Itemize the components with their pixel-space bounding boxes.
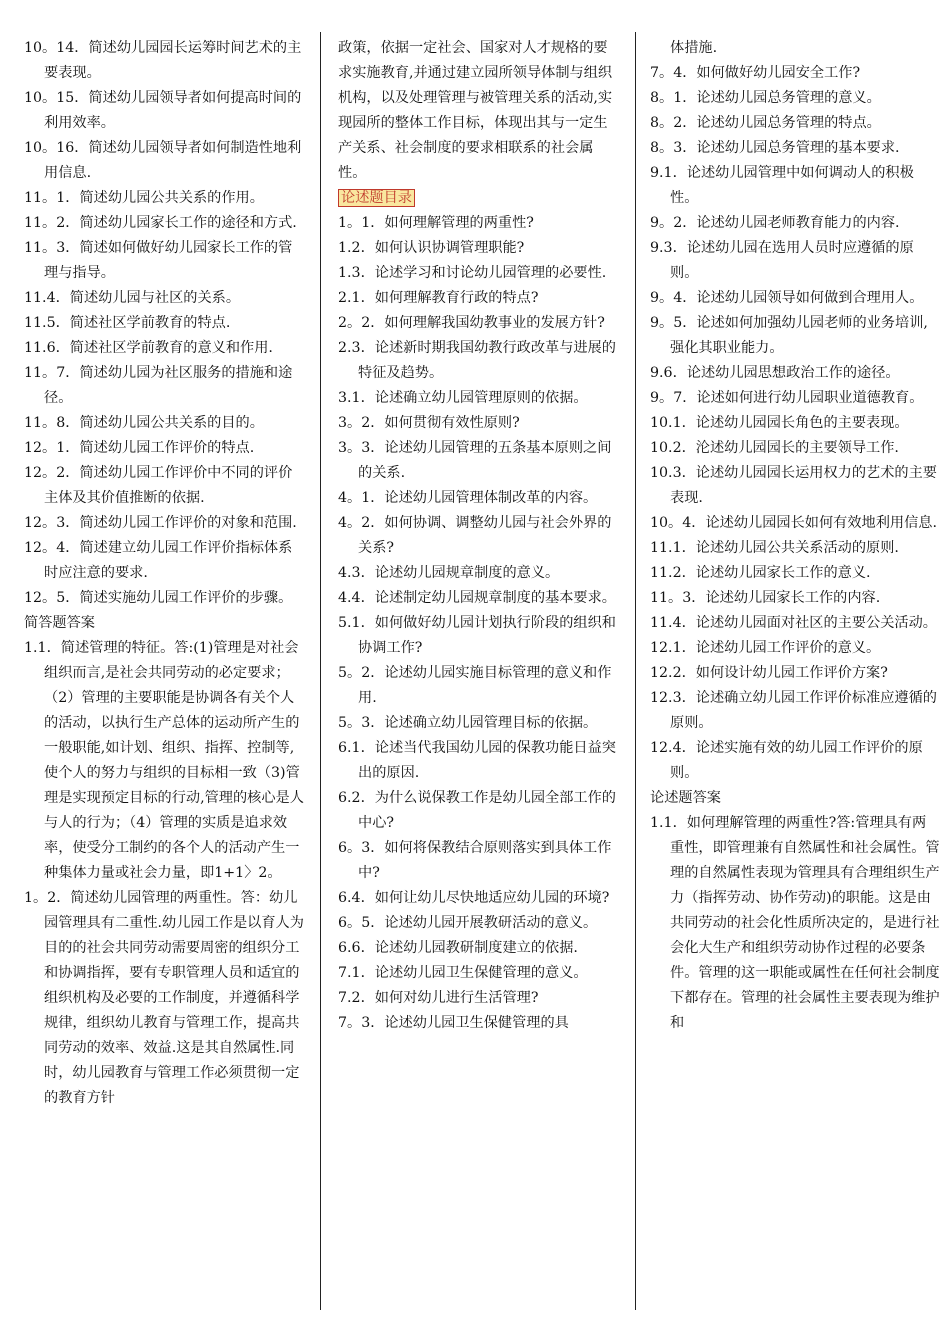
list-item: 4。1．论述幼儿园管理体制改革的内容。 bbox=[338, 490, 598, 506]
list-item: 8。2．论述幼儿园总务管理的特点。 bbox=[650, 115, 881, 131]
list-item: 2.3．论述新时期我国幼教行政改革与进展的特征及趋势。 bbox=[338, 340, 616, 381]
list-item: 11。7．简述幼儿园为社区服务的措施和途径。 bbox=[24, 365, 293, 406]
column-divider bbox=[320, 32, 321, 1310]
list-item: 10。4．论述幼儿园园长如何有效地利用信息. bbox=[650, 515, 937, 531]
column-divider bbox=[635, 32, 636, 1310]
list-item: 11.5．简述社区学前教育的特点. bbox=[24, 315, 231, 331]
section-heading: 简答题答案 bbox=[24, 615, 95, 631]
list-item: 10。15．简述幼儿园领导者如何提高时间的利用效率。 bbox=[24, 90, 302, 131]
list-item: 11。2．简述幼儿园家长工作的途径和方式. bbox=[24, 215, 297, 231]
list-item: 4.3．论述幼儿园规章制度的意义。 bbox=[338, 565, 560, 581]
answer-paragraph: 1。2．简述幼儿园管理的两重性。答：幼儿园管理具有二重性.幼儿园工作是以育人为目的的社会共同劳动需要周密的组织分工和协调指挥，要有专职管理人员和适宜的组织机构及必要的工作制度，并遵循科学规律，组织幼儿教育与管理工作，提高共同劳动的效率、效益.这是其自然属性.同时，幼儿园教育与管理工作必须贯彻一定的教育方针 bbox=[24, 890, 304, 1106]
continued-line: 体措施. bbox=[670, 40, 718, 56]
list-item: 9。4．论述幼儿园领导如何做到合理用人。 bbox=[650, 290, 924, 306]
list-item: 11。8．简述幼儿园公共关系的目的。 bbox=[24, 415, 264, 431]
section-heading-highlighted bbox=[338, 186, 620, 211]
list-item: 12。5．简述实施幼儿园工作评价的步骤。 bbox=[24, 590, 293, 606]
list-item: 9。2．论述幼儿园老师教育能力的内容. bbox=[650, 215, 900, 231]
list-item: 1.2．如何认识协调管理职能? bbox=[338, 240, 525, 256]
list-item: 9.3．论述幼儿园在选用人员时应遵循的原则。 bbox=[650, 240, 914, 281]
list-item: 3.1．论述确立幼儿园管理原则的依据。 bbox=[338, 390, 588, 406]
list-item: 9。5．论述如何加强幼儿园老师的业务培训,强化其职业能力。 bbox=[650, 315, 928, 356]
list-item: 7。3．论述幼儿园卫生保健管理的具 bbox=[338, 1015, 569, 1031]
list-item: 11.2．论述幼儿园家长工作的意义. bbox=[650, 565, 871, 581]
list-item: 7.1．论述幼儿园卫生保健管理的意义。 bbox=[338, 965, 588, 981]
answer-paragraph: 1.1．如何理解管理的两重性?答:管理具有两重性，即管理兼有自然属性和社会属性。管理的自然属性表现为管理具有合理组织生产力（指挥劳动、协作劳动)的职能。这是由共同劳动的社会化性质所决定的，是进行社会化大生产和组织劳动协作过程的必要条件。管理的这一职能或属性在任何社会制度下都存在。管理的社会属性主要表现为维护和 bbox=[650, 815, 940, 1031]
list-item: 6.1．论述当代我国幼儿园的保教功能日益突出的原因. bbox=[338, 740, 616, 781]
list-item: 8。1．论述幼儿园总务管理的意义。 bbox=[650, 90, 881, 106]
list-item: 10.2．沦述幼儿园园长的主要领导工作. bbox=[650, 440, 899, 456]
list-item: 6。3．如何将保教结合原则落实到具体工作中? bbox=[338, 840, 612, 881]
list-item: 12。3．简述幼儿园工作评价的对象和范围. bbox=[24, 515, 297, 531]
list-item: 1。1．如何理解管理的两重性? bbox=[338, 215, 534, 231]
continued-paragraph: 政策，依据一定社会、国家对人才规格的要求实施教育,并通过建立园所领导体制与组织机构，以及处理管理与被管理关系的活动,实现园所的整体工作目标，体现出其与一定生产关系、社会制度的要求相联系的社会属性。 bbox=[338, 40, 613, 181]
list-item: 7.2．如何对幼儿进行生活管理? bbox=[338, 990, 539, 1006]
list-item: 4。2．如何协调、调整幼儿园与社会外界的关系? bbox=[338, 515, 612, 556]
list-item: 10.3．论述幼儿园园长运用权力的艺术的主要表现. bbox=[650, 465, 937, 506]
list-item: 10。16．简述幼儿园领导者如何制造性地利用信息. bbox=[24, 140, 302, 181]
list-item: 2.1．如何理解教育行政的特点? bbox=[338, 290, 539, 306]
list-item: 10.1．论述幼儿园园长角色的主要表现。 bbox=[650, 415, 909, 431]
answer-paragraph: 1.1．简述管理的特征。答:(1)管理是对社会组织而言,是社会共同劳动的必定要求；（2）管理的主要职能是协调各有关个人的活动，以执行生产总体的运动所产生的一般职能,如计划、组织、指挥、控制等,使个人的努力与组织的目标相一致（3)管理是实现预定目标的行动,管理的核心是人与人的行为；（4）管理的实质是追求效率，使受分工制约的各个人的活动产生一种集体力量或社会力量，即1+1〉2。 bbox=[24, 640, 304, 881]
list-item: 11。3．论述幼儿园家长工作的内容. bbox=[650, 590, 881, 606]
list-item: 5。3．论述确立幼儿园管理目标的依据。 bbox=[338, 715, 598, 731]
list-item: 9.1．论述幼儿园管理中如何调动人的积极性。 bbox=[650, 165, 914, 206]
list-item: 6.4．如何让幼儿尽快地适应幼儿园的环境? bbox=[338, 890, 610, 906]
column-left bbox=[24, 36, 306, 1111]
highlighted-heading-text: 论述题目录 bbox=[338, 189, 415, 207]
list-item: 6.6．论述幼儿园教研制度建立的依据. bbox=[338, 940, 578, 956]
column-right bbox=[650, 36, 940, 1036]
list-item: 6.2．为什么说保教工作是幼儿园全部工作的中心? bbox=[338, 790, 616, 831]
list-item: 12.1．论述幼儿园工作评价的意义。 bbox=[650, 640, 881, 656]
column-middle bbox=[338, 36, 620, 1036]
list-item: 10。14．简述幼儿园园长运筹时间艺术的主要表现。 bbox=[24, 40, 302, 81]
list-item: 12.2．如何设计幼儿园工作评价方案? bbox=[650, 665, 888, 681]
list-item: 11。1．简述幼儿园公共关系的作用。 bbox=[24, 190, 264, 206]
list-item: 11.6．简述社区学前教育的意义和作用. bbox=[24, 340, 273, 356]
list-item: 3。2．如何贯彻有效性原则? bbox=[338, 415, 520, 431]
section-heading: 论述题答案 bbox=[650, 790, 721, 806]
list-item: 11.4．论述幼儿园面对社区的主要公关活动。 bbox=[650, 615, 937, 631]
list-item: 12。2．简述幼儿园工作评价中不同的评价主体及其价值推断的依据. bbox=[24, 465, 293, 506]
list-item: 5.1．如何做好幼儿园计划执行阶段的组织和协调工作? bbox=[338, 615, 616, 656]
list-item: 12。1．简述幼儿园工作评价的特点. bbox=[24, 440, 255, 456]
list-item: 9。7．论述如何进行幼儿园职业道德教育。 bbox=[650, 390, 924, 406]
list-item: 3。3．论述幼儿园管理的五条基本原则之间的关系. bbox=[338, 440, 612, 481]
list-item: 1.3．论述学习和讨论幼儿园管理的必要性. bbox=[338, 265, 607, 281]
list-item: 9.6．论述幼儿园思想政治工作的途径。 bbox=[650, 365, 900, 381]
list-item: 6。5．论述幼儿园开展教研活动的意义。 bbox=[338, 915, 598, 931]
list-item: 12.4．论述实施有效的幼儿园工作评价的原则。 bbox=[650, 740, 923, 781]
list-item: 8。3．论述幼儿园总务管理的基本要求. bbox=[650, 140, 900, 156]
list-item: 2。2．如何理解我国幼教事业的发展方针? bbox=[338, 315, 605, 331]
list-item: 11.4．简述幼儿园与社区的关系。 bbox=[24, 290, 241, 306]
list-item: 4.4．论述制定幼儿园规章制度的基本要求。 bbox=[338, 590, 616, 606]
list-item: 12。4．简述建立幼儿园工作评价指标体系时应注意的要求. bbox=[24, 540, 293, 581]
list-item: 7。4．如何做好幼儿园安全工作? bbox=[650, 65, 861, 81]
list-item: 12.3．论述确立幼儿园工作评价标准应遵循的原则。 bbox=[650, 690, 937, 731]
list-item: 5。2．论述幼儿园实施目标管理的意义和作用. bbox=[338, 665, 612, 706]
list-item: 11。3．简述如何做好幼儿园家长工作的管理与指导。 bbox=[24, 240, 293, 281]
list-item: 11.1．论述幼儿园公共关系活动的原则. bbox=[650, 540, 899, 556]
